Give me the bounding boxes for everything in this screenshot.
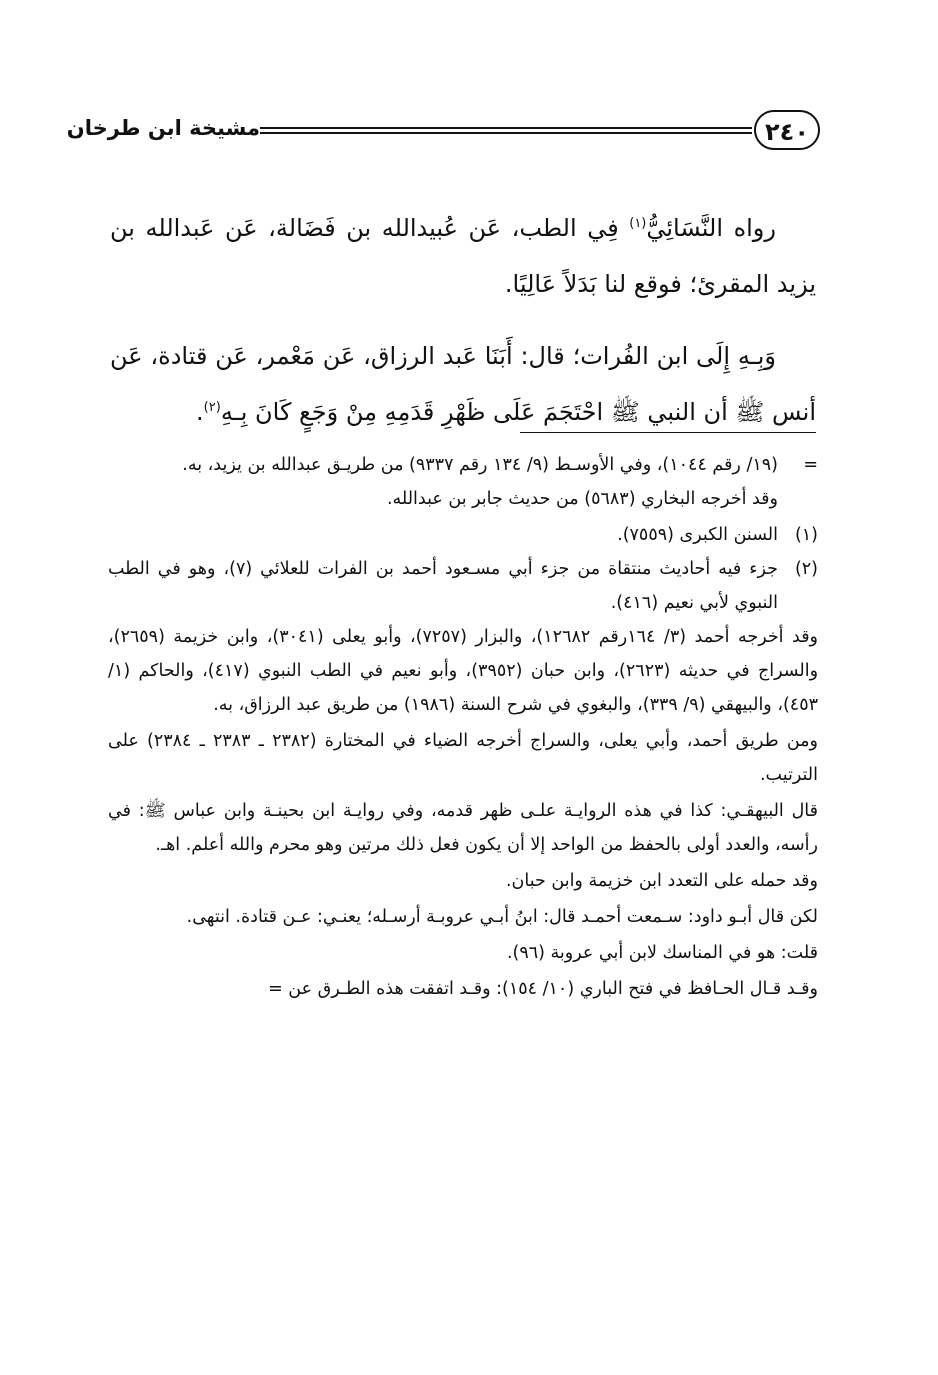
footnote-ref-1: (١) xyxy=(629,216,647,231)
footnote-2-para-e: لكن قال أبـو داود: سـمعت أحمـد قال: ابنُ أبـي عروبـة أرسـله؛ يعنـي: عـن قتادة. انتهى. xyxy=(186,907,818,927)
continuation-marker: = xyxy=(803,455,818,475)
footnote-ref-2: (٢) xyxy=(203,400,221,415)
footnote-2-marker: (٢) xyxy=(794,559,818,579)
p2-end: . xyxy=(196,398,204,426)
footnote-2-para-c: قال البيهقـي: كذا في هذه الروايـة علـى ظهر قدمه، وفي روايـة ابن بحينـة وابن عباس ﷺ: في رأسه، والعدد أولى بالحفظ من الواحد إلا أن يكون فعل ذلك مرتين وهو محرم والله أعلم. اهـ. xyxy=(108,801,818,855)
p1-start: رواه النَّسَائِيُّ xyxy=(646,214,776,242)
footnote-2-text: جزء فيه أحاديث منتقاة من جزء أبي مسـعود أحمد بن الفرات للعلائي (٧)، وهو في الطب النبوي لأبي نعيم (٤١٦). xyxy=(108,559,779,613)
continuation-line-2: وقد أخرجه البخاري (٥٦٨٣) من حديث جابر بن عبدالله. xyxy=(386,489,778,509)
p1-rest: فِي الطب، عَن عُبيدالله بن فَضَالة، عَن عَبدالله بن يزيد المقرئ؛ فوقع لنا بَدَلاً عَالِيًا. xyxy=(110,214,816,298)
footnote-2-para-d: وقد حمله على التعدد ابن خزيمة وابن حبان. xyxy=(505,871,818,891)
continuation-text: (١٩/ رقم ١٠٤٤)، وفي الأوسـط (٩/ ١٣٤ رقم ٩٣٣٧) من طريـق عبدالله بن يزيد، به. xyxy=(182,455,778,475)
footnote-1-marker: (١) xyxy=(794,525,818,545)
footnote-2 xyxy=(108,552,818,620)
footnote-2-para-b: ومن طريق أحمد، وأبي يعلى، والسراج أخرجه الضياء في المختارة (٢٣٨٢ ـ ٢٣٨٣ ـ ٢٣٨٤) على الترتيب. xyxy=(108,731,818,785)
header-rule xyxy=(260,127,752,134)
footnote-2-para-g: وقـد قـال الحـافظ في فتح الباري (١٠/ ١٥٤): وقـد اتفقت هذه الطـرق عن = xyxy=(268,979,818,999)
paragraph-2 xyxy=(110,328,816,440)
book-title: مشيخة ابن طرخان xyxy=(66,116,260,140)
paragraph-1 xyxy=(110,200,816,312)
footnotes xyxy=(108,448,818,1008)
footnote-1-text: السنن الكبرى (٧٥٥٩). xyxy=(617,525,778,545)
footnote-continuation xyxy=(108,448,818,482)
page-number: ٢٤٠ xyxy=(754,110,820,150)
footnote-2-para-a: وقد أخرجه أحمد (٣/ ١٦٤رقم ١٢٦٨٢)، والبزار (٧٢٥٧)، وأبو يعلى (٣٠٤١)، وابن خزيمة (٢٦٥٩)، والسراج في حديثه (٢٦٢٣)، وابن حبان (٣٩٥٢)، وأبو نعيم في الطب النبوي (٤١٧)، والحاكم (١/ ٤٥٣)، والبيهقي (٩/ ٣٣٩)، والبغوي في شرح السنة (١٩٨٦) من طريق عبد الرزاق، به. xyxy=(108,627,819,715)
footnote-2-para-f: قلت: هو في المناسك لابن أبي عروبة (٩٦). xyxy=(506,943,818,963)
p2-text: وَبِـهِ إِلَى ابن الفُرات؛ قال: أَبَنَا عَبد الرزاق، عَن مَعْمر، عَن قتادة، عَن أنس ﷺ أن النبي ﷺ احْتَجَمَ عَلَى ظَهْرِ قَدَمِهِ مِنْ وَجَعٍ كَانَ بِـهِ xyxy=(110,342,816,426)
main-text xyxy=(110,200,816,456)
footnote-separator xyxy=(520,432,816,433)
footnote-1 xyxy=(108,518,818,552)
page-header xyxy=(66,110,820,156)
